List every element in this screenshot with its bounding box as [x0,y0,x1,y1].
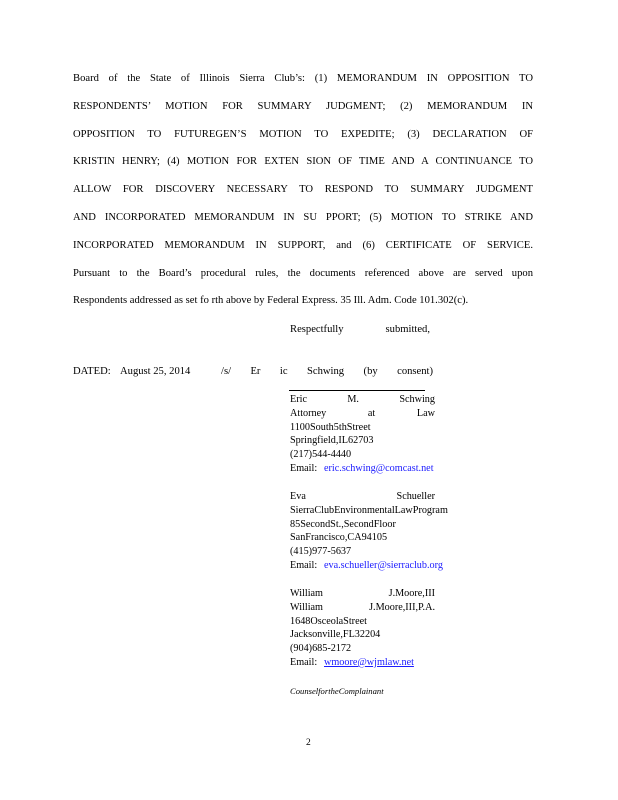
body-line: Board of the State of Illinois Sierra Club’s: (1) MEMORANDUM IN OPPOSITION TO [73,73,533,84]
counsel-address-2: Springfield,IL62703 [290,435,374,447]
body-line: Pursuant to the Board’s procedural rules, the documents referenced above are served upon [73,267,533,279]
page-number: 2 [306,738,311,748]
counsel-phone: (904)685-2172 [290,643,352,655]
counsel-title: William J.Moore,III,P.A. [290,601,435,613]
email-link[interactable]: eric.schwing@comcast.net [324,462,434,474]
counsel-phone: (217)544-4440 [290,449,352,461]
counsel-address-2: SanFrancisco,CA94105 [290,532,388,544]
body-line: OPPOSITION TO FUTUREGEN’S MOTION TO EXPEDITE; (3) DECLARATION OF [73,128,533,140]
counsel-name: Eva Schueller [290,491,435,502]
counsel-block [290,393,435,476]
body-line: KRISTIN HENRY; (4) MOTION FOR EXTEN SION OF TIME AND A CONTINUANCE TO [73,156,533,168]
email-label: Email: [290,656,318,668]
closing-text: Respectfully submitted, [290,324,430,335]
dated-label: DATED: [73,366,111,377]
body-line: AND INCORPORATED MEMORANDUM IN SU PPORT; (5) MOTION TO STRIKE AND [73,211,533,223]
counsel-name: William J.Moore,III [290,588,435,599]
body-line: INCORPORATED MEMORANDUM IN SUPPORT, and (6) CERTIFICATE OF SERVICE. [73,239,533,251]
body-paragraph [73,70,533,320]
counsel-block [290,490,448,573]
email-label: Email: [290,559,318,571]
body-line: ALLOW FOR DISCOVERY NECESSARY TO RESPOND TO SUMMARY JUDGMENT [73,184,533,196]
counsel-title: Attorney at Law [290,407,435,419]
dated-line [73,364,230,380]
counsel-email-row [290,559,443,573]
counsel-title: SierraClubEnvironmentalLawProgram [290,504,448,516]
counsel-email-row [290,462,435,476]
email-link[interactable]: eva.schueller@sierraclub.org [324,559,443,571]
dated-value: August 25, 2014 [120,366,191,377]
email-link[interactable]: wmoore@wjmlaw.net [324,656,414,668]
counsel-block [290,587,435,670]
body-line: Respondents addressed as set fo rth above by Federal Express. 35 Ill. Adm. Code 101.302(c). [73,295,469,307]
counsel-address-1: 1100South5thStreet [290,421,371,433]
counsel-address-1: 85SecondSt.,SecondFloor [290,518,396,530]
body-line: RESPONDENTS’ MOTION FOR SUMMARY JUDGMENT; (2) MEMORANDUM IN [73,100,533,112]
signature-text: /s/ Er ic Schwing (by consent) [221,366,433,377]
counsel-email-row [290,656,435,670]
email-label: Email: [290,462,318,474]
counsel-address-1: 1648OsceolaStreet [290,615,367,627]
counsel-address-2: Jacksonville,FL32204 [290,629,381,641]
counsel-phone: (415)977-5637 [290,546,352,558]
signature-rule [289,390,425,391]
counsel-caption: CounselfortheComplainant [290,686,384,696]
counsel-name: Eric M. Schwing [290,394,435,405]
